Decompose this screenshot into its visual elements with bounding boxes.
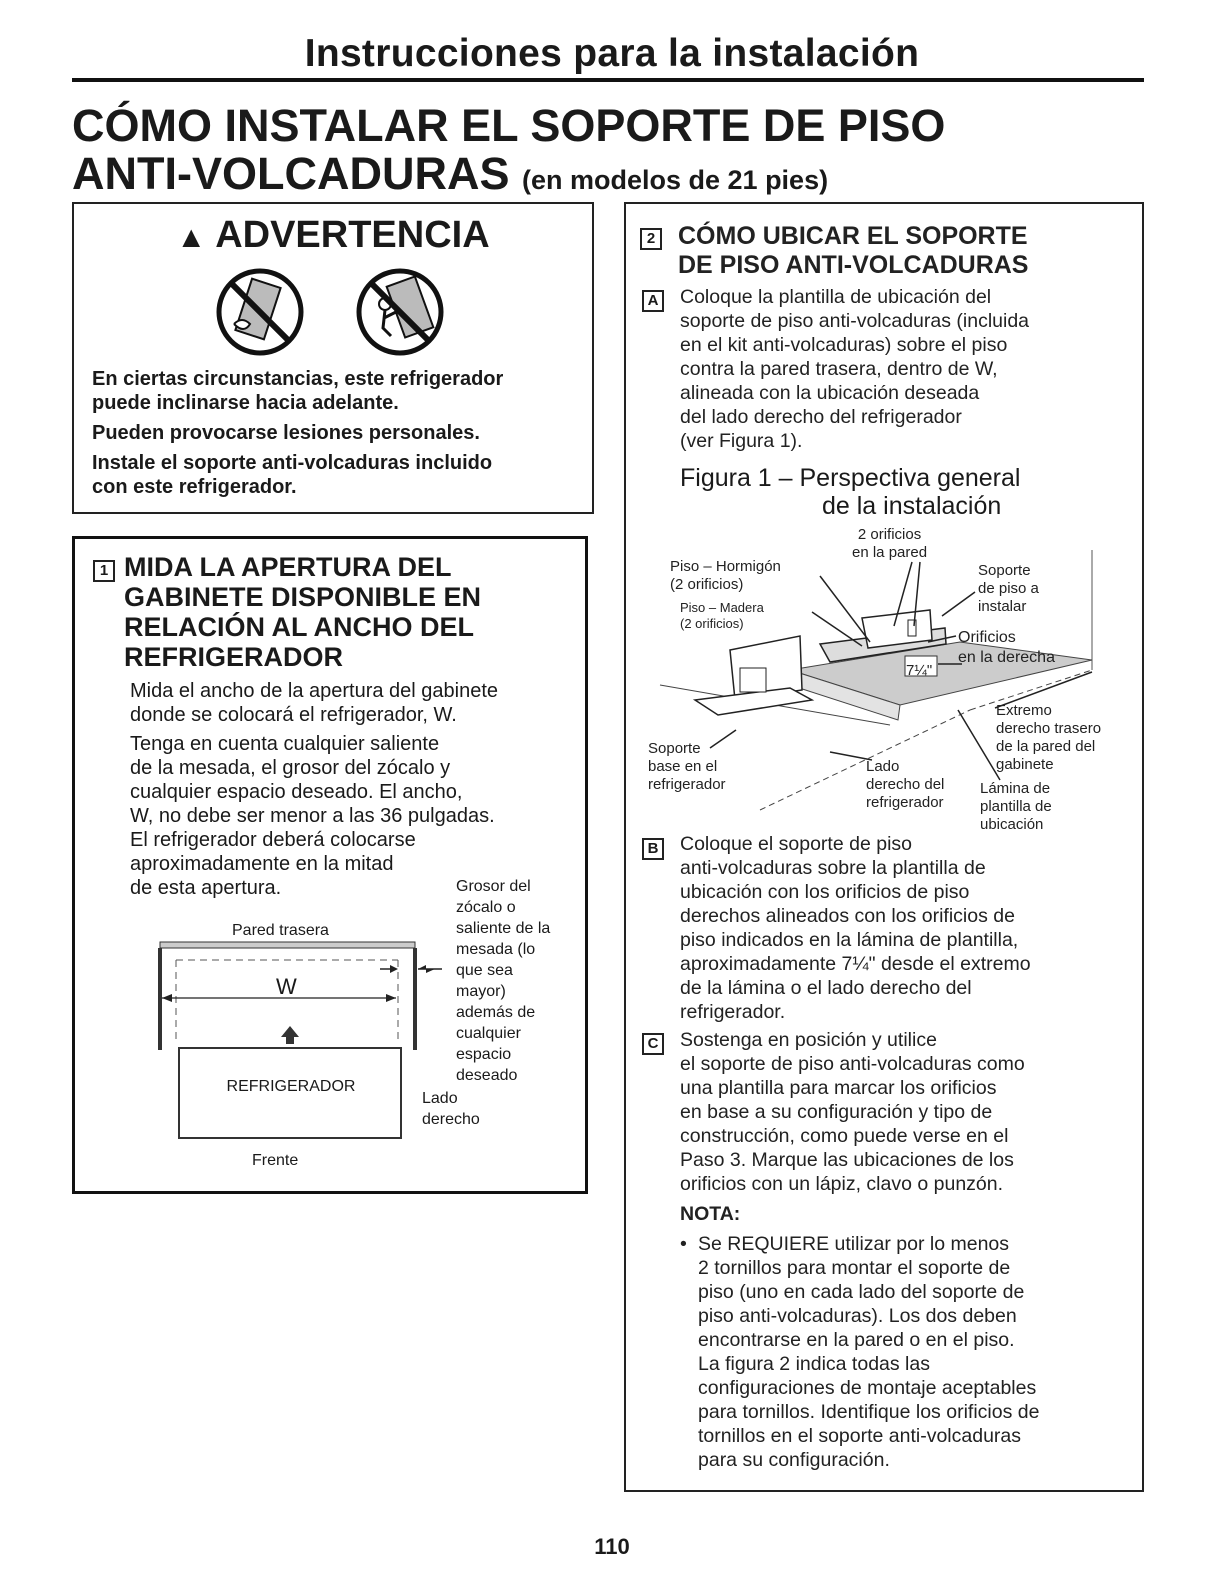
note-line: 2 tornillos para montar el soporte de	[698, 1257, 1011, 1279]
step1-title-line: GABINETE DISPONIBLE EN	[124, 582, 482, 612]
label-line: de piso a	[978, 580, 1039, 597]
label-right-side	[866, 758, 944, 812]
step2a-line: del lado derecho del refrigerador	[680, 406, 962, 428]
label-right-holes	[958, 628, 1055, 668]
page-number: 110	[594, 1534, 630, 1559]
step2b-letter: B	[642, 838, 664, 860]
note-line: tornillos en el soporte anti-volcaduras	[698, 1425, 1022, 1447]
section-header: Instrucciones para la instalación	[304, 32, 920, 75]
note-bullet-icon: •	[680, 1233, 687, 1255]
note-line: Grosor del	[456, 878, 531, 895]
label-line: Orificios	[958, 629, 1016, 646]
note-line: La figura 2 indica todas las	[698, 1353, 930, 1375]
label-dimension: 7¼"	[906, 662, 933, 679]
step1-line: Mida el ancho de la apertura del gabinete	[130, 680, 499, 702]
label-line: refrigerador	[648, 776, 726, 793]
label-line: base en el	[648, 758, 718, 775]
note-line: además de	[456, 1004, 536, 1021]
step1-line: de la mesada, el grosor del zócalo y	[130, 757, 451, 779]
step1-title-line: RELACIÓN AL ANCHO DEL	[124, 612, 474, 642]
step2-title-line: CÓMO UBICAR EL SOPORTE	[678, 222, 1028, 250]
label-line: Soporte	[648, 740, 701, 757]
step1-title	[124, 552, 544, 672]
note-line: deseado	[456, 1067, 518, 1084]
step2a-line: contra la pared trasera, dentro de W,	[680, 358, 998, 380]
page-title-main: ANTI-VOLCADURAS	[72, 148, 510, 199]
note-line: espacio	[456, 1046, 512, 1063]
label-base-bracket	[648, 740, 726, 794]
step2-title-line: DE PISO ANTI-VOLCADURAS	[678, 251, 1029, 279]
label-line: 2 orificios	[857, 526, 922, 543]
wall-label: Pared trasera	[232, 922, 329, 939]
step2b-line: piso indicados en la lámina de plantilla,	[680, 929, 1019, 951]
step1-line: cualquier espacio deseado. El ancho,	[130, 781, 463, 803]
step1-number: 1	[93, 560, 115, 582]
step2b-line: anti-volcaduras sobre la plantilla de	[680, 857, 986, 879]
label-line: derecho	[422, 1111, 480, 1128]
note-line: para tornillos. Identifique los orificios de	[698, 1401, 1040, 1423]
warning-line: puede inclinarse hacia adelante.	[92, 392, 399, 414]
label-line: instalar	[978, 598, 1027, 615]
warning-line: En ciertas circunstancias, este refrigerador	[92, 368, 504, 390]
note-title: NOTA:	[680, 1203, 741, 1225]
page-title-line1: CÓMO INSTALAR EL SOPORTE DE PISO	[72, 100, 946, 151]
note-line: configuraciones de montaje aceptables	[698, 1377, 1037, 1399]
label-line: (2 orificios)	[670, 576, 744, 593]
step1-para1	[130, 679, 580, 727]
cabinet-opening-diagram	[150, 940, 450, 1150]
step2-number: 2	[640, 228, 662, 250]
step2b-line: aproximadamente 7¼" desde el extremo	[680, 953, 1031, 975]
step2c-line: Sostenga en posición y utilice	[680, 1029, 937, 1051]
step1-line: aproximadamente en la mitad	[130, 853, 394, 875]
step2c-text	[680, 1028, 1130, 1196]
warning-text	[92, 367, 582, 499]
step2c-line: en base a su configuración y tipo de	[680, 1101, 993, 1123]
label-wood-floor	[680, 600, 764, 632]
step2b-line: Coloque el soporte de piso	[680, 833, 912, 855]
note-line: cualquier	[456, 1025, 521, 1042]
fridge-label: REFRIGERADOR	[226, 1078, 356, 1095]
w-label: W	[276, 974, 297, 999]
label-line: ubicación	[980, 816, 1044, 833]
label-line: (2 orificios)	[680, 616, 744, 631]
note-line: encontrarse en la pared o en el piso.	[698, 1329, 1015, 1351]
step2b-line: ubicación con los orificios de piso	[680, 881, 970, 903]
label-line: en la pared	[852, 544, 928, 561]
step1-para2	[130, 732, 580, 900]
label-holes-wall	[852, 526, 927, 562]
note-line: zócalo o	[456, 899, 516, 916]
warning-line: con este refrigerador.	[92, 476, 297, 498]
note-line: para su configuración.	[698, 1449, 890, 1471]
label-bracket	[978, 562, 1039, 616]
warning-line: Pueden provocarse lesiones personales.	[92, 422, 480, 444]
step1-line: W, no debe ser menor a las 36 pulgadas.	[130, 805, 495, 827]
note-line: mesada (lo	[456, 941, 536, 958]
label-line: plantilla de	[980, 798, 1052, 815]
label-line: refrigerador	[866, 794, 944, 811]
step2a-letter: A	[642, 290, 664, 312]
step1-line: donde se colocará el refrigerador, W.	[130, 704, 457, 726]
note-line: piso (uno en cada lado del soporte de	[698, 1281, 1025, 1303]
warning-title: ADVERTENCIA	[215, 214, 490, 256]
no-tip-icon-left	[219, 271, 301, 353]
no-tip-icon-right	[359, 271, 441, 353]
label-line: en la derecha	[958, 649, 1055, 666]
step1-line: El refrigerador deberá colocarse	[130, 829, 416, 851]
step2a-text	[680, 285, 1130, 453]
label-line: gabinete	[996, 756, 1054, 773]
label-line: Lado	[866, 758, 900, 775]
step1-line: Tenga en cuenta cualquier saliente	[130, 733, 440, 755]
label-line: Lámina de	[980, 780, 1051, 797]
page-title-subtitle: (en modelos de 21 pies)	[522, 165, 829, 195]
header-rule	[72, 78, 1144, 82]
step2a-line: soporte de piso anti-volcaduras (incluida	[680, 310, 1030, 332]
front-label: Frente	[252, 1152, 299, 1169]
label-line: Piso – Madera	[680, 600, 764, 615]
step2c-letter: C	[642, 1033, 664, 1055]
label-line: derecho del	[866, 776, 945, 793]
step2a-line: Coloque la plantilla de ubicación del	[680, 286, 992, 308]
label-line: Lado	[422, 1090, 458, 1107]
page-title-line2	[72, 148, 828, 200]
step2b-text	[680, 832, 1130, 1024]
step2b-line: de la lámina o el lado derecho del	[680, 977, 972, 999]
step2c-line: construcción, como puede verse en el	[680, 1125, 1009, 1147]
step2c-line: el soporte de piso anti-volcaduras como	[680, 1053, 1025, 1075]
figure1-title-line2: de la instalación	[822, 492, 1002, 520]
step2a-line: en el kit anti-volcaduras) sobre el piso	[680, 334, 1008, 356]
step2c-line: orificios con un lápiz, clavo o punzón.	[680, 1173, 1004, 1195]
step1-title-line: REFRIGERADOR	[124, 642, 344, 672]
step2b-line: refrigerador.	[680, 1001, 786, 1023]
warning-triangle-icon: ▲	[176, 221, 207, 254]
note-line: piso anti-volcaduras). Los dos deben	[698, 1305, 1017, 1327]
label-template	[980, 780, 1052, 834]
step1-line: de esta apertura.	[130, 877, 282, 899]
figure1-title-line1: Figura 1 – Perspectiva general	[680, 464, 1021, 492]
note-line: Se REQUIERE utilizar por lo menos	[698, 1233, 1010, 1255]
label-line: Piso – Hormigón	[670, 558, 781, 575]
label-rear-corner	[996, 702, 1101, 774]
step2-title	[678, 222, 1098, 280]
note-line: que sea	[456, 962, 513, 979]
note-line: mayor)	[456, 983, 506, 1000]
label-line: derecho trasero	[996, 720, 1102, 737]
step2c-line: una plantilla para marcar los orificios	[680, 1077, 997, 1099]
label-concrete-floor	[670, 558, 781, 594]
label-line: de la pared del	[996, 738, 1096, 755]
right-side-label	[422, 1088, 480, 1130]
warning-heading	[72, 214, 594, 257]
note-line: saliente de la	[456, 920, 551, 937]
step1-title-line: MIDA LA APERTURA DEL	[124, 552, 452, 582]
no-tipping-icons	[200, 266, 460, 358]
step2c-line: Paso 3. Marque las ubicaciones de los	[680, 1149, 1014, 1171]
warning-line: Instale el soporte anti-volcaduras incluido	[92, 452, 493, 474]
label-line: Extremo	[996, 702, 1052, 719]
step2b-line: derechos alineados con los orificios de	[680, 905, 1015, 927]
thickness-note	[456, 876, 550, 1086]
step2a-line: alineada con la ubicación deseada	[680, 382, 980, 404]
step2a-line: (ver Figura 1).	[680, 430, 803, 452]
label-line: Soporte	[978, 562, 1031, 579]
note-text	[698, 1232, 1128, 1472]
